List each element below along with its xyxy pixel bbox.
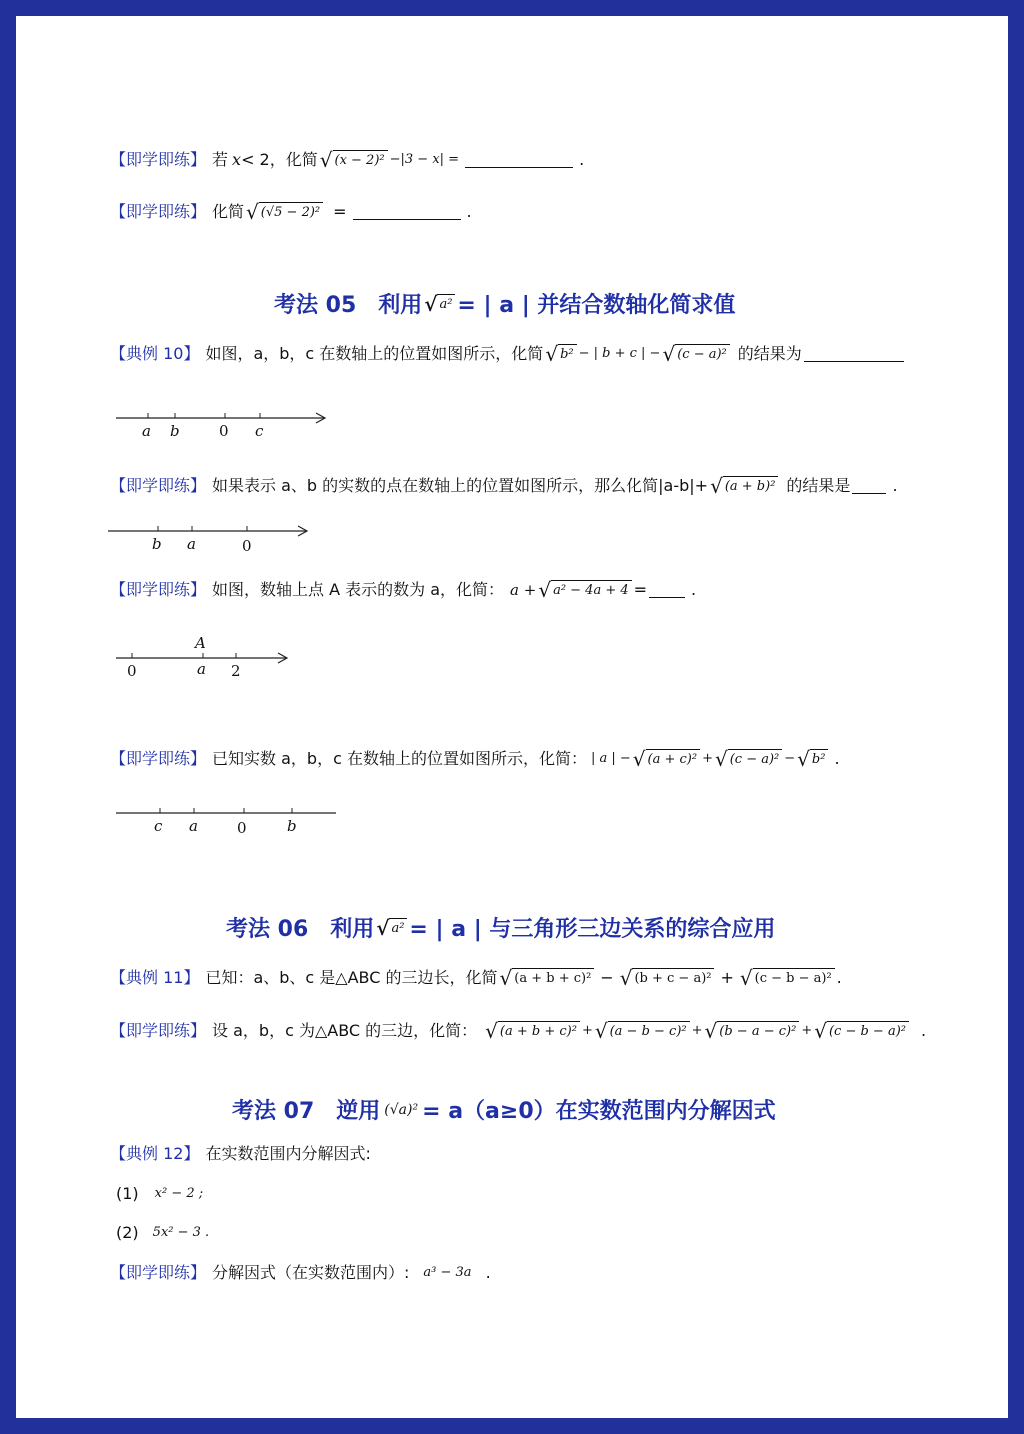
ex10-sqrt-2: √ (c − a)² <box>662 344 729 364</box>
practice-tag: 【即学即练】 <box>110 580 207 599</box>
heading-06 <box>226 912 775 943</box>
p2-blank[interactable] <box>353 205 461 220</box>
p5-m2: + <box>702 751 713 766</box>
p6-sqrt-2: √ (a − b − c)² <box>595 1021 690 1041</box>
h05-num: 考法 05 <box>274 293 357 318</box>
heading-07 <box>232 1094 776 1125</box>
number-line-1 <box>116 408 336 448</box>
practice-6 <box>110 1019 926 1043</box>
p3-blank[interactable] <box>852 479 886 494</box>
nl3-label-a: a <box>197 660 206 678</box>
p4-text: 如图，数轴上点 A 表示的数为 a，化简： <box>212 580 505 599</box>
p5-end: . <box>834 749 840 768</box>
practice-4 <box>110 578 696 602</box>
nl3-label-2: 2 <box>231 662 241 680</box>
p4-end: . <box>691 580 697 599</box>
ex10-blank[interactable] <box>804 347 904 362</box>
practice-2 <box>110 200 472 224</box>
nl2-label-b: b <box>152 535 162 553</box>
h05-post: = | a | 并结合数轴化简求值 <box>457 293 736 318</box>
ex11-sqrt-2: √ (b + c − a)² <box>620 968 715 988</box>
example-12-tag: 【典例 12】 <box>110 1144 200 1163</box>
p1-pre: 若 <box>212 150 229 169</box>
p6-sqrt-1: √ (a + b + c)² <box>485 1021 580 1041</box>
p1-lt: < 2，化简 <box>241 150 318 169</box>
q1-label: (1) <box>116 1184 139 1203</box>
practice-3 <box>110 474 898 498</box>
nl4-label-0: 0 <box>237 819 247 837</box>
p6-sqrt-3: √ (b − a − c)² <box>705 1021 800 1041</box>
h07-expr: (√a)² <box>384 1101 419 1118</box>
ex10-post: 的结果为 <box>737 344 802 363</box>
nl1-label-b: b <box>170 422 180 440</box>
p2-end: . <box>466 202 472 221</box>
h07-pre: 逆用 <box>336 1099 381 1124</box>
p5-sqrt-1: √ (a + c)² <box>633 749 700 769</box>
practice-tag: 【即学即练】 <box>110 1021 207 1040</box>
nl1-label-0: 0 <box>219 422 229 440</box>
p1-end: . <box>579 150 585 169</box>
ex11-text: 已知：a、b、c 是△ABC 的三边长，化简 <box>205 968 498 987</box>
p4-sqrt: √ a² − 4a + 4 <box>538 580 631 600</box>
p3-text: 如果表示 a、b 的实数的点在数轴上的位置如图所示，那么化简|a-b|+ <box>212 476 709 495</box>
example-11-tag: 【典例 11】 <box>110 968 200 987</box>
ex10-sqrt-1: √ b² <box>545 344 576 364</box>
p4-eq: = <box>633 580 648 599</box>
h07-post: = a（a≥0）在实数范围内分解因式 <box>422 1099 776 1124</box>
practice-5 <box>110 747 840 771</box>
practice-tag: 【即学即练】 <box>110 476 207 495</box>
practice-tag: 【即学即练】 <box>110 202 207 221</box>
p2-pre: 化简 <box>212 202 245 221</box>
p3-sqrt: √ (a + b)² <box>710 476 778 496</box>
ex10-text: 如图，a，b，c 在数轴上的位置如图所示，化简 <box>205 344 544 363</box>
ex11-m2: + <box>720 968 734 987</box>
practice-7 <box>110 1261 491 1285</box>
nl1-label-a: a <box>142 422 151 440</box>
p2-sqrt: √ (√5 − 2)² <box>246 202 323 222</box>
p5-sqrt-3: √ b² <box>797 749 828 769</box>
p1-x: x <box>232 150 242 169</box>
h05-pre: 利用 <box>378 293 423 318</box>
nl3-point-A: A <box>195 634 206 652</box>
ex11-end: . <box>836 968 842 987</box>
practice-tag: 【即学即练】 <box>110 1263 207 1282</box>
nl1-label-c: c <box>255 422 264 440</box>
nl2-label-0: 0 <box>242 537 252 555</box>
practice-1 <box>110 148 584 172</box>
practice-tag: 【即学即练】 <box>110 749 207 768</box>
question-2 <box>116 1221 209 1245</box>
nl3-label-0: 0 <box>127 662 137 680</box>
p6-m1: + <box>581 1023 593 1038</box>
p5-m3: − <box>784 751 796 766</box>
p6-m3: + <box>801 1023 813 1038</box>
p6-m2: + <box>691 1023 703 1038</box>
h06-sqrt: √ a² <box>376 918 407 938</box>
ex11-m1: − <box>600 968 614 987</box>
h07-num: 考法 07 <box>232 1099 315 1124</box>
p7-expr: a³ − 3a <box>423 1265 472 1280</box>
p2-eq: = <box>333 202 347 221</box>
ex12-text: 在实数范围内分解因式: <box>205 1144 371 1163</box>
example-11 <box>110 966 842 990</box>
q2-expr: 5x² − 3 . <box>152 1225 210 1240</box>
p1-sqrt: √ (x − 2)² <box>320 150 388 170</box>
p6-end: . <box>921 1021 927 1040</box>
nl4-label-c: c <box>154 817 163 835</box>
p6-sqrt-4: √ (c − b − a)² <box>814 1021 909 1041</box>
ex11-sqrt-3: √ (c − b − a)² <box>740 968 835 988</box>
p3-post: 的结果是 <box>786 476 851 495</box>
p5-sqrt-2: √ (c − a)² <box>715 749 782 769</box>
h05-sqrt: √ a² <box>424 294 455 314</box>
nl2-label-a: a <box>187 535 196 553</box>
heading-05 <box>274 288 735 319</box>
practice-tag: 【即学即练】 <box>110 150 207 169</box>
p1-blank[interactable] <box>465 153 573 168</box>
p7-text: 分解因式（在实数范围内）: <box>212 1263 410 1282</box>
question-1 <box>116 1182 203 1206</box>
h06-num: 考法 06 <box>226 917 309 942</box>
document-page <box>16 16 1008 1418</box>
ex11-sqrt-1: √ (a + b + c)² <box>500 968 595 988</box>
p4-blank[interactable] <box>649 583 685 598</box>
number-line-4 <box>116 803 346 843</box>
nl4-label-a: a <box>189 817 198 835</box>
p1-mid: −|3 − x| = <box>389 152 460 167</box>
h06-post: = | a | 与三角形三边关系的综合应用 <box>409 917 776 942</box>
ex10-mid: − | b + c | − <box>578 346 661 361</box>
q2-label: (2) <box>116 1223 139 1242</box>
p7-end: . <box>485 1263 491 1282</box>
q1-expr: x² − 2 ; <box>154 1186 204 1201</box>
example-12 <box>110 1142 371 1166</box>
p3-end: . <box>892 476 898 495</box>
h06-pre: 利用 <box>330 917 375 942</box>
example-10-tag: 【典例 10】 <box>110 344 200 363</box>
nl4-label-b: b <box>287 817 297 835</box>
p6-text: 设 a，b，c 为△ABC 的三边，化简： <box>212 1021 478 1040</box>
p5-text: 已知实数 a，b，c 在数轴上的位置如图所示，化简： <box>212 749 587 768</box>
p5-m1: | a | − <box>590 751 631 766</box>
number-line-3 <box>116 634 306 690</box>
p4-a: a + <box>510 581 537 599</box>
example-10 <box>110 342 910 366</box>
number-line-2 <box>108 521 318 561</box>
